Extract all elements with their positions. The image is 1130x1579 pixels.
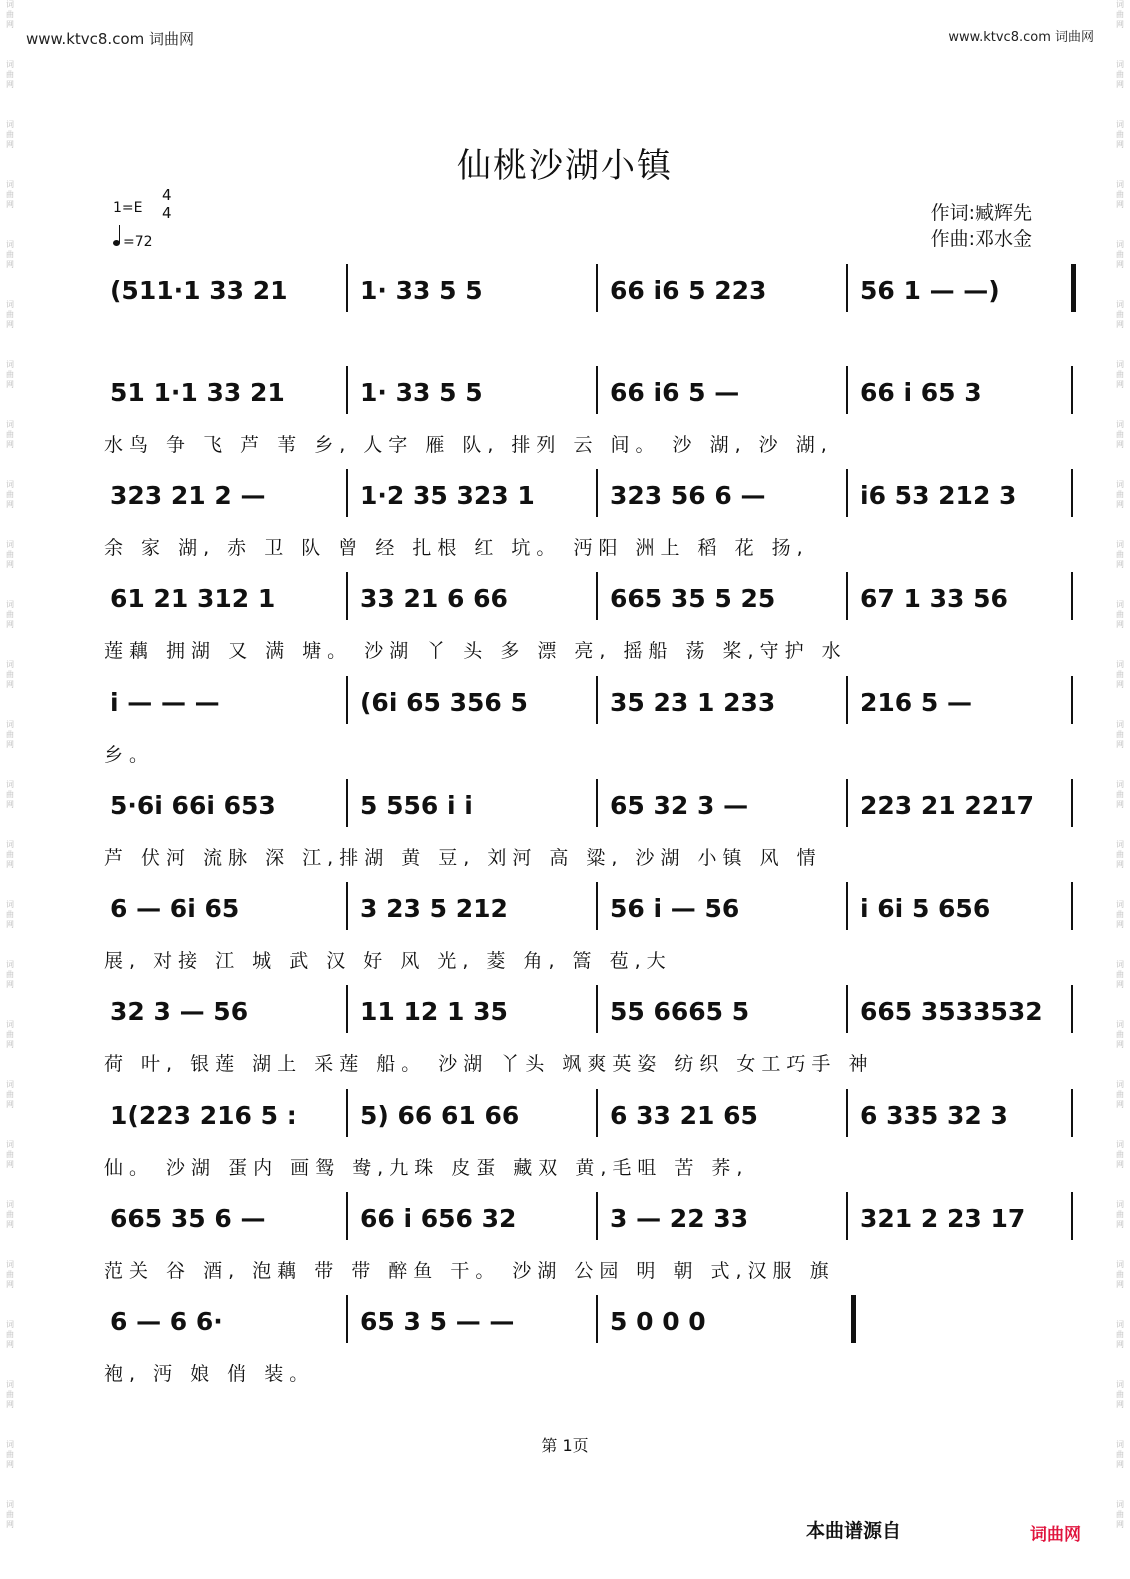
measure xyxy=(104,1198,355,1238)
side-watermark-text: 词曲网 xyxy=(6,360,14,389)
barline xyxy=(1071,882,1073,930)
time-signature xyxy=(162,186,172,222)
barline xyxy=(846,779,848,827)
barline xyxy=(596,572,598,620)
measure-notes: 66 i 65 3 xyxy=(860,377,982,407)
source-label: 本曲谱源自 xyxy=(806,1520,902,1542)
lyrics-line xyxy=(100,1049,1065,1079)
barline xyxy=(1071,1192,1073,1240)
side-watermark-text: 词曲网 xyxy=(1116,960,1124,989)
lyrics-line xyxy=(100,1256,1065,1286)
measure xyxy=(104,1301,355,1341)
barline xyxy=(596,1192,598,1240)
barline xyxy=(346,779,348,827)
barline xyxy=(846,366,848,414)
time-signature-top: 4 xyxy=(162,186,172,204)
measure xyxy=(354,888,605,928)
barline xyxy=(596,264,598,312)
lyricist-credit: 作词:臧辉先 xyxy=(930,202,1032,224)
barline xyxy=(1071,469,1073,517)
tempo-value: =72 xyxy=(123,234,153,250)
lyrics-text: 莲藕 拥湖 又 满 塘。 沙湖 丫 头 多 漂 亮, 摇船 荡 桨,守护 水 xyxy=(104,640,847,662)
side-watermark-text: 词曲网 xyxy=(1116,660,1124,689)
page-number: 第 1页 xyxy=(541,1436,589,1455)
final-barline xyxy=(851,1295,856,1343)
side-watermark-text: 词曲网 xyxy=(6,780,14,809)
measure xyxy=(354,372,605,412)
side-watermark-text: 词曲网 xyxy=(6,960,14,989)
measure-notes: 65 32 3 — xyxy=(610,790,749,820)
measure xyxy=(354,1301,605,1341)
lyrics-text: 袍, 沔 娘 俏 装。 xyxy=(104,1363,315,1385)
time-signature-bottom: 4 xyxy=(162,204,172,222)
song-title: 仙桃沙湖小镇 xyxy=(457,146,673,186)
side-watermark-text: 词曲网 xyxy=(6,120,14,149)
barline xyxy=(846,469,848,517)
measure-notes: 3 23 5 212 xyxy=(360,893,508,923)
side-watermark-text: 词曲网 xyxy=(6,1440,14,1469)
lyrics-text: 余 家 湖, 赤 卫 队 曾 经 扎根 红 坑。 沔阳 洲上 稻 花 扬, xyxy=(104,537,809,559)
barline xyxy=(846,1192,848,1240)
lyrics-text: 范关 谷 酒, 泡藕 带 带 醉鱼 干。 沙湖 公园 明 朝 式,汉服 旗 xyxy=(104,1260,835,1282)
measure xyxy=(604,1198,855,1238)
side-watermark-text: 词曲网 xyxy=(6,180,14,209)
barline xyxy=(846,985,848,1033)
measure-notes: 66 i6 5 223 xyxy=(610,275,767,305)
barline xyxy=(596,779,598,827)
measure xyxy=(604,785,855,825)
lyrics-line xyxy=(100,1153,1065,1183)
measure xyxy=(104,475,355,515)
side-watermark-text: 词曲网 xyxy=(1116,1200,1124,1229)
measure xyxy=(104,991,355,1031)
side-watermark-text: 词曲网 xyxy=(6,1500,14,1529)
measure-notes: 35 23 1 233 xyxy=(610,687,776,717)
barline xyxy=(596,1089,598,1137)
quarter-note-icon xyxy=(113,240,120,246)
barline xyxy=(846,572,848,620)
measure-notes: 1(223 216 5 : xyxy=(110,1100,297,1130)
barline xyxy=(346,264,348,312)
measure-notes: 56 i — 56 xyxy=(610,893,740,923)
measure xyxy=(104,1095,355,1135)
side-watermark-text: 词曲网 xyxy=(1116,1260,1124,1289)
measure xyxy=(604,888,855,928)
barline xyxy=(346,469,348,517)
measure-notes: 5 0 0 0 xyxy=(610,1306,706,1336)
barline xyxy=(346,1192,348,1240)
barline xyxy=(1071,572,1073,620)
side-watermark-text: 词曲网 xyxy=(1116,240,1124,269)
lyrics-line xyxy=(100,946,1065,976)
side-watermark-text: 词曲网 xyxy=(1116,1140,1124,1169)
measure xyxy=(604,270,855,310)
lyrics-line xyxy=(100,843,1065,873)
measure-notes: 6 33 21 65 xyxy=(610,1100,758,1130)
notation-line xyxy=(100,1301,1065,1341)
measure-notes: 6 — 6 6· xyxy=(110,1306,223,1336)
measure-notes: 1·2 35 323 1 xyxy=(360,480,535,510)
measure xyxy=(354,1095,605,1135)
side-watermark-text: 词曲网 xyxy=(1116,1020,1124,1049)
measure-notes: 223 21 2217 xyxy=(860,790,1034,820)
measure xyxy=(604,682,855,722)
side-watermark-text: 词曲网 xyxy=(1116,300,1124,329)
side-watermark-text: 词曲网 xyxy=(1116,720,1124,749)
measure-notes: 61 21 312 1 xyxy=(110,583,276,613)
notation-line xyxy=(100,682,1065,722)
measure xyxy=(104,578,355,618)
side-watermark-text: 词曲网 xyxy=(1116,1440,1124,1469)
side-watermark-text: 词曲网 xyxy=(1116,420,1124,449)
side-watermark-text: 词曲网 xyxy=(6,660,14,689)
measure-notes: 1· 33 5 5 xyxy=(360,275,483,305)
barline xyxy=(1071,366,1073,414)
measure xyxy=(854,270,1075,310)
side-watermark-text: 词曲网 xyxy=(1116,1380,1124,1409)
side-watermark-text: 词曲网 xyxy=(1116,840,1124,869)
measure-notes: (6i 65 356 5 xyxy=(360,687,528,717)
barline xyxy=(1071,1089,1073,1137)
notation-line xyxy=(100,270,1065,310)
lyrics-line xyxy=(100,430,1065,460)
measure-notes: 5·6i 66i 653 xyxy=(110,790,276,820)
tempo-marking xyxy=(113,234,153,250)
measure-notes: 665 35 5 25 xyxy=(610,583,776,613)
side-watermark-text: 词曲网 xyxy=(6,1080,14,1109)
measure-notes: i — — — xyxy=(110,687,220,717)
barline xyxy=(1071,985,1073,1033)
notation-line xyxy=(100,991,1065,1031)
barline xyxy=(596,985,598,1033)
barline xyxy=(1071,779,1073,827)
notation-line xyxy=(100,888,1065,928)
barline xyxy=(346,985,348,1033)
measure xyxy=(104,785,355,825)
lyrics-text: 水鸟 争 飞 芦 苇 乡, 人字 雁 队, 排列 云 间。 沙 湖, 沙 湖, xyxy=(104,434,833,456)
side-watermark-text: 词曲网 xyxy=(1116,1500,1124,1529)
side-watermark-text: 词曲网 xyxy=(6,1320,14,1349)
measure-notes: 3 — 22 33 xyxy=(610,1203,749,1233)
side-watermark-text: 词曲网 xyxy=(1116,180,1124,209)
measure-notes: 66 i 656 32 xyxy=(360,1203,517,1233)
measure-notes: 216 5 — xyxy=(860,687,972,717)
notation-line xyxy=(100,1198,1065,1238)
measure xyxy=(354,270,605,310)
measure xyxy=(354,475,605,515)
side-watermark-text: 词曲网 xyxy=(6,1020,14,1049)
key-signature: 1=E xyxy=(113,200,143,216)
barline xyxy=(596,1295,598,1343)
notation-line xyxy=(100,372,1065,412)
lyrics-line xyxy=(100,533,1065,563)
measure-notes: 56 1 — —) xyxy=(860,275,1000,305)
barline xyxy=(346,366,348,414)
side-watermark-text: 词曲网 xyxy=(6,1140,14,1169)
measure xyxy=(104,270,355,310)
measure xyxy=(104,372,355,412)
barline xyxy=(846,882,848,930)
measure-notes: 11 12 1 35 xyxy=(360,996,508,1026)
side-watermark-text: 词曲网 xyxy=(6,0,14,29)
source-site-logo: 词曲网 xyxy=(1030,1525,1081,1545)
measure xyxy=(104,888,355,928)
measure xyxy=(854,578,1075,618)
lyrics-text: 仙。 沙湖 蛋内 画鸳 鸯,九珠 皮蛋 藏双 黄,毛咀 苦 荞, xyxy=(104,1157,749,1179)
composer-credit: 作曲:邓水金 xyxy=(930,228,1032,250)
measure xyxy=(354,785,605,825)
barline xyxy=(596,366,598,414)
lyrics-text: 荷 叶, 银莲 湖上 采莲 船。 沙湖 丫头 飒爽英姿 纺织 女工巧手 神 xyxy=(104,1053,874,1075)
right-watermark-strip xyxy=(1113,0,1127,1579)
barline xyxy=(346,1089,348,1137)
measure-notes: 55 6665 5 xyxy=(610,996,750,1026)
measure xyxy=(354,578,605,618)
lyrics-text: 乡。 xyxy=(104,744,155,766)
measure-notes: 5) 66 61 66 xyxy=(360,1100,520,1130)
side-watermark-text: 词曲网 xyxy=(6,300,14,329)
top-right-watermark: www.ktvc8.com 词曲网 xyxy=(948,30,1094,45)
measure-notes: 665 35 6 — xyxy=(110,1203,266,1233)
measure-notes: (511·1 33 21 xyxy=(110,275,288,305)
measure-notes: 665 3533532 xyxy=(860,996,1043,1026)
measure xyxy=(354,1198,605,1238)
measure-notes: 65 3 5 — — xyxy=(360,1306,515,1336)
measure xyxy=(854,785,1075,825)
side-watermark-text: 词曲网 xyxy=(6,540,14,569)
side-watermark-text: 词曲网 xyxy=(1116,780,1124,809)
measure-notes: 6 — 6i 65 xyxy=(110,893,240,923)
measure xyxy=(854,888,1075,928)
measure xyxy=(104,682,355,722)
barline xyxy=(846,264,848,312)
lyrics-text: 芦 伏河 流脉 深 江,排湖 黄 豆, 刘河 高 粱, 沙湖 小镇 风 情 xyxy=(104,847,822,869)
side-watermark-text: 词曲网 xyxy=(1116,0,1124,29)
measure xyxy=(854,991,1075,1031)
measure xyxy=(354,991,605,1031)
measure xyxy=(854,1198,1075,1238)
side-watermark-text: 词曲网 xyxy=(1116,120,1124,149)
barline xyxy=(596,469,598,517)
measure xyxy=(604,372,855,412)
measure-notes: 323 21 2 — xyxy=(110,480,266,510)
side-watermark-text: 词曲网 xyxy=(1116,1080,1124,1109)
measure-notes: i 6i 5 656 xyxy=(860,893,991,923)
side-watermark-text: 词曲网 xyxy=(1116,360,1124,389)
side-watermark-text: 词曲网 xyxy=(6,420,14,449)
measure xyxy=(604,991,855,1031)
side-watermark-text: 词曲网 xyxy=(6,60,14,89)
measure xyxy=(604,578,855,618)
measure-notes: i6 53 212 3 xyxy=(860,480,1017,510)
measure-notes: 1· 33 5 5 xyxy=(360,377,483,407)
measure-notes: 5 556 i i xyxy=(360,790,473,820)
lyrics-line xyxy=(100,328,1065,358)
lyrics-line xyxy=(100,740,1065,770)
measure-notes: 67 1 33 56 xyxy=(860,583,1008,613)
side-watermark-text: 词曲网 xyxy=(6,1200,14,1229)
notation-line xyxy=(100,578,1065,618)
side-watermark-text: 词曲网 xyxy=(1116,1320,1124,1349)
measure-notes: 32 3 — 56 xyxy=(110,996,249,1026)
measure xyxy=(854,372,1075,412)
left-watermark-strip xyxy=(3,0,17,1579)
side-watermark-text: 词曲网 xyxy=(6,900,14,929)
measure-notes: 51 1·1 33 21 xyxy=(110,377,285,407)
side-watermark-text: 词曲网 xyxy=(6,720,14,749)
side-watermark-text: 词曲网 xyxy=(6,240,14,269)
side-watermark-text: 词曲网 xyxy=(6,600,14,629)
measure-notes: 33 21 6 66 xyxy=(360,583,508,613)
notation-line xyxy=(100,1095,1065,1135)
barline xyxy=(596,882,598,930)
side-watermark-text: 词曲网 xyxy=(1116,540,1124,569)
barline xyxy=(346,572,348,620)
top-left-watermark: www.ktvc8.com 词曲网 xyxy=(26,30,195,48)
lyrics-line xyxy=(100,636,1065,666)
measure xyxy=(854,475,1075,515)
measure-notes: 66 i6 5 — xyxy=(610,377,740,407)
barline xyxy=(596,676,598,724)
measure xyxy=(854,1095,1075,1135)
side-watermark-text: 词曲网 xyxy=(1116,60,1124,89)
side-watermark-text: 词曲网 xyxy=(1116,600,1124,629)
measure xyxy=(604,1301,855,1341)
measure-notes: 323 56 6 — xyxy=(610,480,766,510)
measure-notes: 321 2 23 17 xyxy=(860,1203,1026,1233)
side-watermark-text: 词曲网 xyxy=(6,1260,14,1289)
measure-notes: 6 335 32 3 xyxy=(860,1100,1008,1130)
barline xyxy=(1071,264,1076,312)
side-watermark-text: 词曲网 xyxy=(1116,900,1124,929)
barline xyxy=(346,882,348,930)
barline xyxy=(846,676,848,724)
notation-line xyxy=(100,785,1065,825)
side-watermark-text: 词曲网 xyxy=(6,840,14,869)
notation-line xyxy=(100,475,1065,515)
barline xyxy=(346,1295,348,1343)
measure xyxy=(604,475,855,515)
barline xyxy=(1071,676,1073,724)
measure xyxy=(354,682,605,722)
side-watermark-text: 词曲网 xyxy=(1116,480,1124,509)
barline xyxy=(346,676,348,724)
side-watermark-text: 词曲网 xyxy=(6,1380,14,1409)
measure xyxy=(854,682,1075,722)
measure xyxy=(604,1095,855,1135)
side-watermark-text: 词曲网 xyxy=(6,480,14,509)
lyrics-line xyxy=(100,1359,1065,1389)
lyrics-text: 展, 对接 江 城 武 汉 好 风 光, 菱 角, 篙 苞,大 xyxy=(104,950,672,972)
barline xyxy=(846,1089,848,1137)
